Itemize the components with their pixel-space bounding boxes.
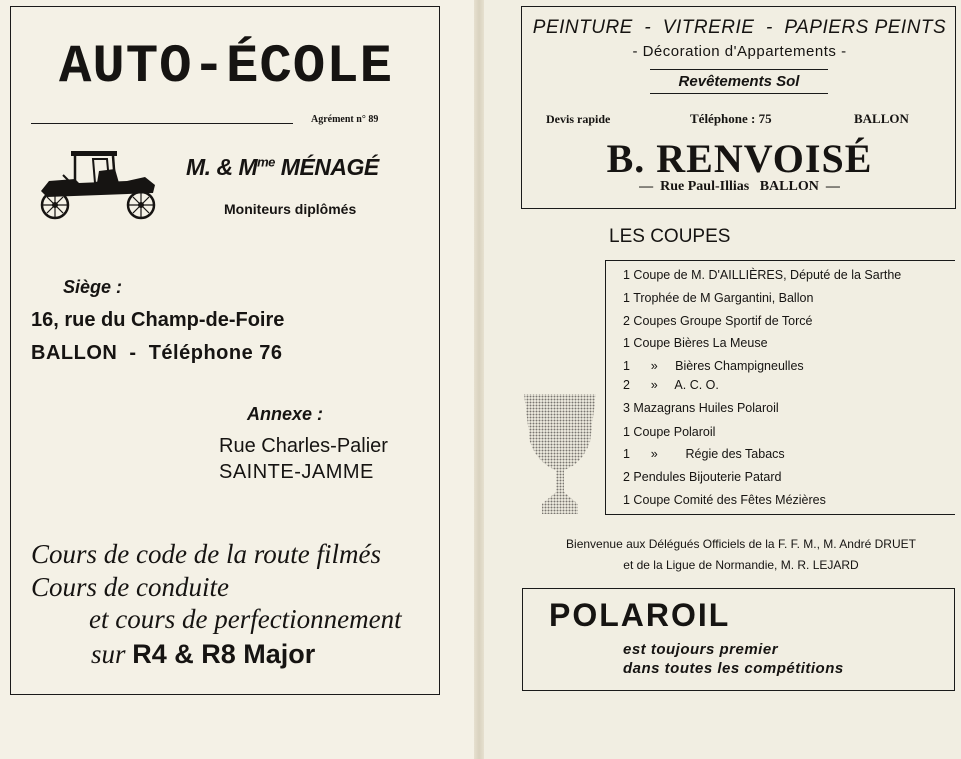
renvoise-advertisement bbox=[521, 6, 956, 209]
coupe-item: 1 Coupe de M. D'AILLIÈRES, Député de la Sarthe bbox=[623, 268, 902, 282]
polaroil-brand: POLAROIL bbox=[549, 597, 731, 633]
annexe-label: Annexe : bbox=[247, 404, 324, 424]
coupe-item: 1 Coupe Bières La Meuse bbox=[623, 336, 768, 350]
booklet-spine bbox=[474, 0, 484, 759]
coupe-item: 2 Pendules Bijouterie Patard bbox=[623, 470, 782, 484]
trophy-cup-icon bbox=[520, 392, 600, 518]
ballon-town: BALLON bbox=[854, 111, 909, 126]
cours-vehicles: sur R4 & R8 Major bbox=[91, 639, 316, 669]
revetements-sol: Revêtements Sol bbox=[650, 69, 828, 94]
cours-code: Cours de code de la route filmés bbox=[31, 539, 381, 569]
auto-ecole-title: AUTO-ÉCOLE bbox=[58, 37, 394, 98]
coupe-item: 1 » Bières Champigneulles bbox=[623, 359, 804, 373]
business-name: B. RENVOISÉ bbox=[606, 136, 873, 181]
annexe-town: SAINTE-JAMME bbox=[219, 461, 374, 483]
polaroil-slogan-1: est toujours premier bbox=[623, 641, 779, 658]
coupe-item: 1 Coupe Polaroil bbox=[623, 425, 716, 439]
cours-conduite: Cours de conduite bbox=[31, 572, 229, 602]
business-address: — Rue Paul-Illias BALLON — bbox=[639, 179, 840, 194]
title-rule bbox=[31, 123, 293, 124]
annexe-street: Rue Charles-Palier bbox=[219, 435, 388, 457]
welcome-line-1: Bienvenue aux Délégués Officiels de la F. F. M., M. André DRUET bbox=[566, 537, 916, 551]
vintage-car-icon bbox=[35, 147, 165, 227]
devis-rapide: Devis rapide bbox=[546, 112, 611, 126]
siege-town-phone: BALLON - Téléphone 76 bbox=[31, 342, 283, 364]
siege-label: Siège : bbox=[63, 277, 123, 297]
coupe-item: 1 Trophée de M Gargantini, Ballon bbox=[623, 291, 814, 305]
polaroil-advertisement bbox=[522, 588, 955, 691]
instructors-name: M. & $M^{me}$ MÉNAGÉ bbox=[186, 154, 379, 180]
coupe-item: 1 Coupe Comité des Fêtes Mézières bbox=[623, 493, 826, 507]
coupe-item: 1 » Régie des Tabacs bbox=[623, 447, 785, 461]
welcome-notice bbox=[521, 534, 961, 576]
welcome-line-2: et de la Ligue de Normandie, M. R. LEJARD bbox=[623, 558, 859, 572]
coupe-item: 3 Mazagrans Huiles Polaroil bbox=[623, 401, 779, 415]
coupes-title: LES COUPES bbox=[609, 226, 731, 247]
coupe-item: 2 Coupes Groupe Sportif de Torcé bbox=[623, 314, 813, 328]
cours-perfectionnement: et cours de perfectionnement bbox=[89, 604, 402, 634]
telephone-number: Téléphone : 75 bbox=[690, 111, 772, 126]
decoration-line: - Décoration d'Appartements - bbox=[632, 43, 847, 60]
coupe-item: 2 » A. C. O. bbox=[623, 378, 719, 392]
agrement-number: Agrément n° 89 bbox=[311, 114, 379, 125]
moniteurs-diplomes: Moniteurs diplômés bbox=[224, 201, 357, 217]
polaroil-slogan-2: dans toutes les compétitions bbox=[623, 660, 844, 677]
auto-ecole-advertisement bbox=[10, 6, 440, 695]
trades-line: PEINTURE - VITRERIE - PAPIERS PEINTS bbox=[532, 17, 947, 38]
siege-address: 16, rue du Champ-de-Foire bbox=[31, 309, 285, 331]
